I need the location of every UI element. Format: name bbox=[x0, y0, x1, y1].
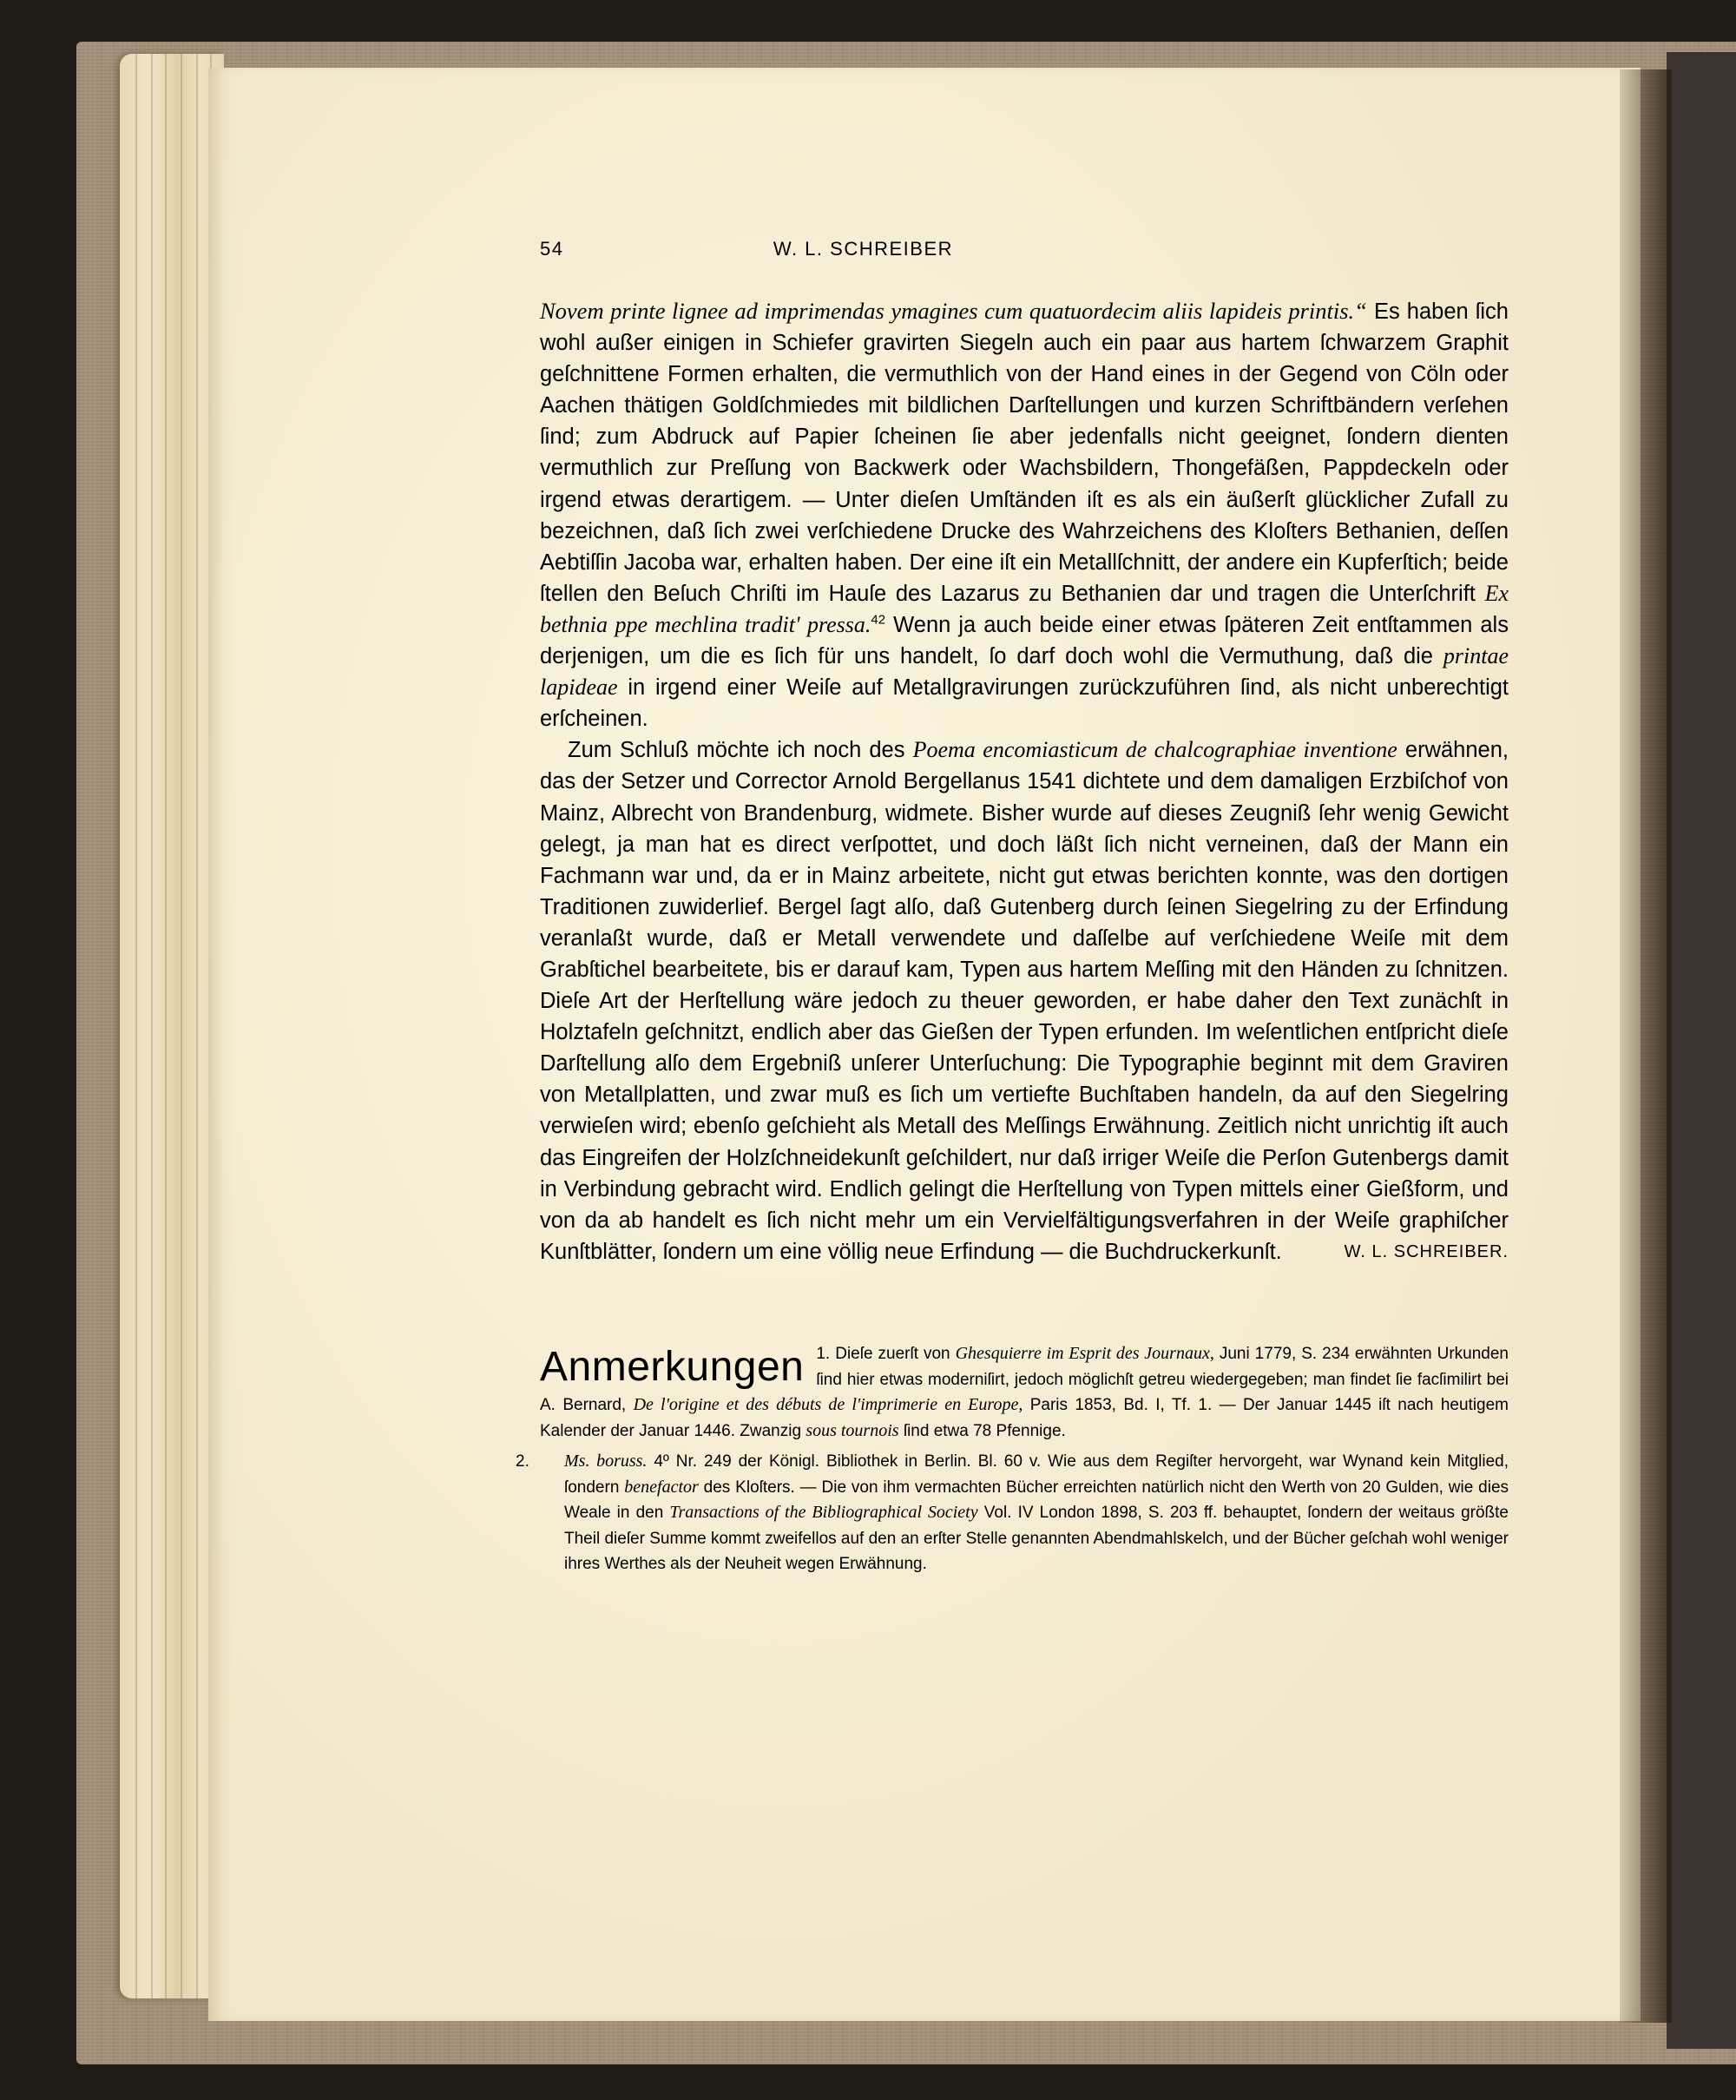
running-author: W. L. SCHREIBER bbox=[773, 238, 953, 260]
note-2-benefactor: benefactor bbox=[624, 1477, 699, 1497]
note-1-part-a: Dieſe zuerſt von bbox=[835, 1345, 950, 1363]
footnote-ref-42: 42 bbox=[871, 612, 886, 628]
printae-lapideae-term: printae lapideae bbox=[540, 643, 1509, 701]
notes-section bbox=[516, 1341, 1509, 1583]
paragraph-1-part-c: in irgend einer Weiſe auf Metallgravirungen zurückzuführen ſind, als nicht unberechtigt erſcheinen. bbox=[540, 675, 1509, 732]
note-1-book-title: De l'origine et des débuts de l'imprimerie en Europe, bbox=[633, 1395, 1023, 1414]
paragraph-1 bbox=[540, 295, 1509, 734]
note-2-part-c: Vol. IV London 1898, S. 203 ff. behauptet, ſondern der weitaus größte Theil dieſer Summe kommt zweifellos auf den an erſter Stelle genannten Abendmahlskelch, und der Bücher geſchah wohl weniger ihres Werthes als der Neuheit wegen Erwähnung. bbox=[564, 1504, 1509, 1573]
note-2-manuscript: Ms. boruss. bbox=[564, 1452, 648, 1471]
note-2-journal: Transactions of the Bibliographical Society bbox=[669, 1503, 978, 1522]
notes-heading: Anmerkungen bbox=[540, 1344, 805, 1390]
note-2-part-b: des Kloſters. — Die von ihm vermachten Bücher erreichten natürlich nicht den Werth von 20 Gulden, wie dies Weale in den bbox=[564, 1478, 1509, 1522]
note-1-source: Ghesquierre im Esprit des Journaux, bbox=[955, 1344, 1214, 1363]
note-2-number: 2. bbox=[516, 1452, 529, 1471]
note-1-currency: sous tournois bbox=[806, 1420, 899, 1440]
running-head bbox=[0, 238, 1180, 273]
poema-title: Poema encomiasticum de chalcographiae inventione bbox=[912, 737, 1397, 763]
note-1-part-b: Juni 1779, S. 234 erwähnten Urkunden ſind hier etwas moderniſirt, jedoch möglichſt getreu wiedergegeben; man findet ſie facſimilirt bei A. Bernard, bbox=[540, 1345, 1509, 1414]
paragraph-2-part-a: Zum Schluß möchte ich noch des bbox=[568, 738, 905, 763]
inscription-text: Ex bethnia ppe mechlina tradit' pressa. bbox=[540, 580, 1509, 637]
note-1-part-c: Paris 1853, Bd. I, Tf. 1. — Der Januar 1445 iſt nach heutigem Kalender der Januar 1446. Zwanzig bbox=[540, 1396, 1509, 1440]
latin-quote: Novem printe lignee ad imprimendas ymagines cum quatuordecim aliis lapideis printis.“ bbox=[540, 298, 1367, 324]
note-1-part-d: ſind etwa 78 Pfennige. bbox=[903, 1421, 1066, 1440]
main-text bbox=[540, 295, 1509, 1267]
facing-page-edge bbox=[1667, 52, 1736, 2049]
note-2 bbox=[516, 1449, 1509, 1577]
note-2-part-a: 4º Nr. 249 der Königl. Bibliothek in Berlin. Bl. 60 v. Wie aus dem Regiſter hervorgeht, war Wynand kein Mitglied, ſondern bbox=[564, 1452, 1509, 1497]
paragraph-2-part-b: erwähnen, das der Setzer und Corrector Arnold Bergellanus 1541 dichtete und dem damaligen Erzbiſchof von Mainz, Albrecht von Brandenburg, widmete. Bisher wurde auf dieses Zeugniß ſehr wenig Gewicht gelegt, ja man hat es direct verſpottet, und doch läßt ſich nicht verneinen, daß der Mann ein Fachmann war und, da er in Mainz arbeitete, nicht gut etwas berichten konnte, was den dortigen Traditionen zuwiderlief. Bergel ſagt alſo, daß Gutenberg durch ſeinen Siegelring zu der Erfindung veranlaßt wurde, daß er Metall verwendete und daſſelbe auf verſchiedene Weiſe mit dem Grabſtichel bearbeitete, bis er darauf kam, Typen aus hartem Meſſing mit den Händen zu ſchnitzen. Dieſe Art der Herſtellung wäre jedoch zu theuer geworden, er habe daher den Text zunächſt in Holztafeln geſchnitzt, endlich aber das Gießen der Typen erfunden. Im weſentlichen entſpricht dieſe Darſtellung alſo dem Ergebniß unſerer Unterſuchung: Die Typographie beginnt mit dem Graviren von Metallplatten, und zwar muß es ſich um vertiefte Buchſtaben handeln, da auf den Siegelring verwieſen wird; ebenſo geſchieht als Metall des Meſſings Erwähnung. Zeitlich nicht unrichtig iſt auch das Eingreifen der Holzſchneidekunſt geſchildert, nur daß irriger Weiſe die Perſon Gutenbergs damit in Verbindung gebracht wird. Endlich gelingt die Herſtellung von Typen mittels einer Gießform, und von da ab handelt es ſich nicht mehr um ein Vervielfältigungsverfahren in der Weiſe graphiſcher Kunſtblätter, ſondern um eine völlig neue Erfindung — die Buchdruckerkunſt. bbox=[540, 738, 1509, 1264]
paragraph-2 bbox=[540, 734, 1509, 1267]
page-number: 54 bbox=[540, 238, 564, 260]
gutter-shadow bbox=[1620, 69, 1672, 2023]
note-1-number: 1. bbox=[816, 1345, 831, 1363]
paragraph-1-part-b: Wenn ja auch beide einer etwas ſpäteren Zeit entſtammen als derjenigen, um die es ſich für uns handelt, ſo darf doch wohl die Vermuthung, daß die bbox=[540, 612, 1509, 669]
author-signature: W. L. SCHREIBER. bbox=[1344, 1241, 1509, 1261]
paragraph-1-part-a: Es haben ſich wohl außer einigen in Schiefer gravirten Siegeln auch ein paar aus hartem ſchwarzem Graphit geſchnittene Formen erhalten, die vermuthlich von der Hand eines in der Gegend von Cöln oder Aachen thätigen Goldſchmiedes mit bildlichen Darſtellungen und kurzen Schriftbändern verſehen ſind; zum Abdruck auf Papier ſcheinen ſie aber jedenfalls nicht geeignet, ſondern dienten vermuthlich zur Preſſung von Backwerk oder Wachsbildern, Thongefäßen, Pappdeckeln oder irgend etwas derartigem. — Unter dieſen Umſtänden iſt es als ein äußerſt glücklicher Zufall zu bezeichnen, daß ſich zwei verſchiedene Drucke des Wahrzeichens des Kloſters Bethanien, deſſen Aebtiſſin Jacoba war, erhalten haben. Der eine iſt ein Metallſchnitt, der andere ein Kupferſtich; beide ſtellen den Beſuch Chriſti im Hauſe des Lazarus zu Bethanien dar und tragen die Unterſchrift bbox=[540, 300, 1509, 606]
